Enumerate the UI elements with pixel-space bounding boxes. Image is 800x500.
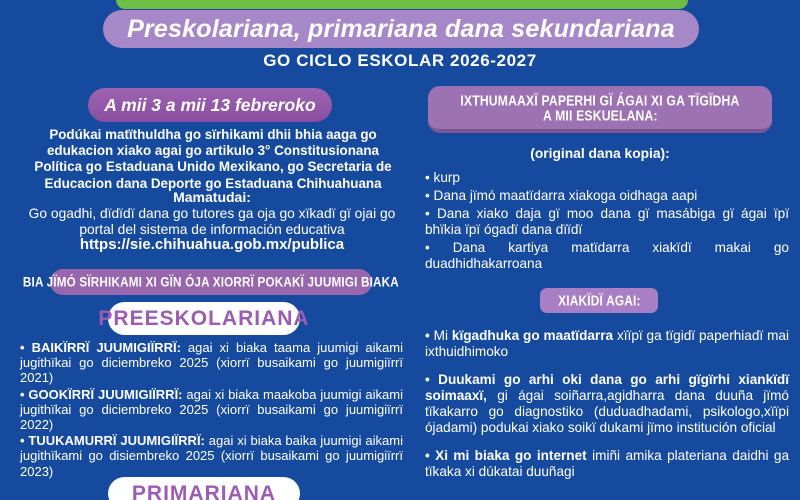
main-title-banner bbox=[103, 10, 699, 48]
list-item bbox=[425, 328, 789, 359]
grade-label: TUUKAMURRÏ JUUMIGIÏRRÏ: bbox=[28, 433, 205, 449]
list-item bbox=[425, 372, 789, 435]
portal-url: https://sie.chihuahua.gob.mx/publica bbox=[79, 236, 345, 254]
list-item: • Dana jïmó maatïdarra xiakoga oidhaga aapi bbox=[425, 188, 789, 204]
step-emphasis: kïgadhuka go maatïdarra bbox=[451, 328, 614, 343]
list-item: • Dana xiako daja gï moo dana gï masábiga gï ágai ïpï bhïkia ïpï ógadï dana dïïdï bbox=[425, 206, 789, 238]
documents-header-line2: A MII ESKUELANA: bbox=[542, 106, 658, 124]
grade-label: GOOKÏRRÏ JUUMIGIÏRRÏ: bbox=[28, 386, 183, 402]
list-item bbox=[425, 448, 789, 479]
step-text: gi ágai soiñarra,agidharra dana duuña jïmó tïkakarro go diagnostiko (duduadhadami, psikologo,xïïpi ójadami) podukai xiako soikï dukami jïmo institución oficial bbox=[425, 388, 789, 435]
section-preescolar-title: PREESKOLARIANA bbox=[98, 306, 310, 330]
steps-badge bbox=[540, 288, 658, 313]
grade-requirement: agai xi biaka baika juumigi aikami jugithïkami go disiembreko 2025 (xiorrï busaikami go juumigiïrrï 2023) bbox=[20, 433, 403, 479]
step-text: imiñi amika plateriana daidhi ga tïkaka xi dúkatai duuñagi bbox=[425, 448, 790, 479]
steps-badge-label: XIAKÏDÏ AGAI: bbox=[557, 292, 641, 309]
list-item bbox=[20, 340, 403, 386]
list-item bbox=[20, 433, 403, 479]
list-item bbox=[20, 387, 403, 433]
date-range-badge bbox=[88, 88, 332, 122]
main-title: Preskolariana, primariana dana sekundariana bbox=[127, 14, 675, 43]
grade-requirement: agai xi biaka maakoba juumigi aikami jugithïkai go diciembreko 2025 (xiorrï busaikami go juumigiïrrï 2022) bbox=[20, 386, 403, 433]
section-primaria-title: PRIMARIANA bbox=[131, 481, 277, 500]
preescolar-requirements-list bbox=[20, 340, 403, 480]
section-primaria-pill bbox=[108, 477, 300, 500]
documents-header-box bbox=[428, 86, 772, 133]
instructions-note bbox=[22, 190, 402, 253]
documents-header-line1: IXTHUMAAXÏ PAPERHI GÏ ÁGAI XI GA TÏGÏDHA bbox=[460, 91, 740, 109]
age-requirements-label: BIA JÏMÓ SÏRHIKAMI XI GÏN ÓJA XIORRÏ POKAKÏ JUUMIGI BIAKA bbox=[22, 273, 400, 291]
intro-paragraph: Podúkai matïthuldha go sïrhikami dhii bhia aaga go edukacion xiako agai go artikulo 3° Constitusionana Política go Estaduana Unido Mexikano, go Secretaria de Educacion dana Deporte go Estaduana Chihuahuana bbox=[34, 127, 392, 191]
green-banner-cutoff bbox=[116, 0, 688, 9]
steps-list bbox=[425, 328, 789, 493]
list-item: • kurp bbox=[425, 170, 789, 186]
note-title: Mamatudai: bbox=[173, 189, 251, 205]
grade-requirement: agai xi biaka taama juumigi aikami jugithïkai go diciembreko 2025 (xiorrï busaikami go juumigiïrrï 2021) bbox=[20, 340, 403, 386]
note-text: Go ogadhi, dïdïdï dana go tutores ga oja go xïkadï gï ojai go portal del sistema de información educativa bbox=[28, 205, 396, 237]
date-range-label: A mii 3 a mii 13 febreroko bbox=[104, 94, 316, 115]
school-cycle-subtitle: GO CICLO ESKOLAR 2026-2027 bbox=[263, 51, 537, 70]
original-copy-note: (original dana kopia): bbox=[530, 146, 670, 161]
grade-label: BAIKÏRRÏ JUUMIGIÏRRÏ: bbox=[31, 340, 181, 355]
step-pre: Mi bbox=[433, 328, 452, 343]
age-requirements-banner bbox=[22, 269, 400, 295]
step-emphasis: Duukami go arhi oki dana go arhi gïgïrhi xiankïdï soimaaxï, bbox=[425, 372, 789, 404]
section-preescolar-pill bbox=[98, 302, 310, 335]
documents-list bbox=[425, 170, 789, 274]
step-text: xïïpï ga tïgidï paperhiadï mai ixthuidhimoko bbox=[425, 328, 789, 359]
list-item: • Dana kartiya matïdarra xiakïdï makai go duadhidhakarroana bbox=[425, 240, 789, 272]
step-emphasis: Xi mi biaka go internet bbox=[435, 448, 587, 464]
